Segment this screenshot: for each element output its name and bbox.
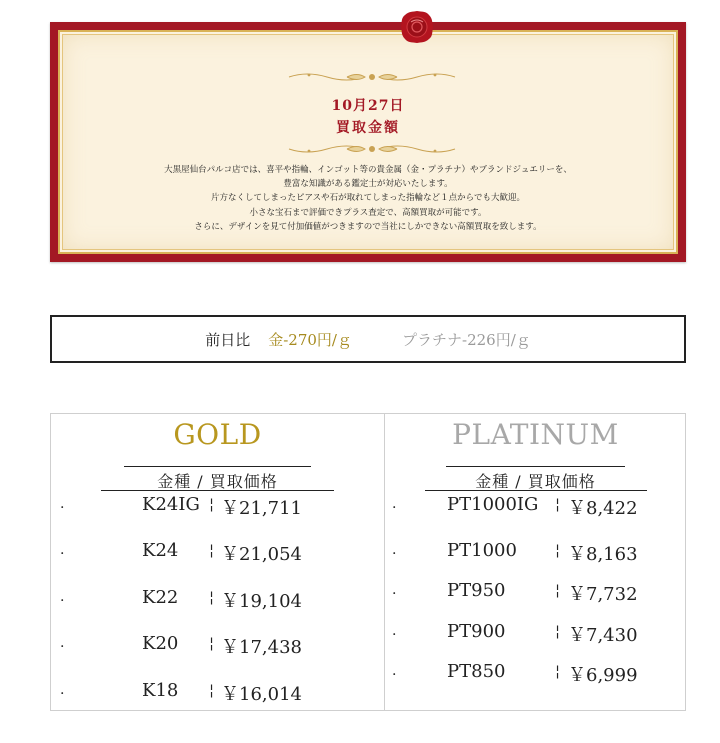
banner-line: さらに、デザインを見て付加価値がつきますので当社にしかできない高額買取を致します。 — [194, 221, 542, 232]
buy-price: ￥21,711 — [221, 498, 302, 519]
day-over-day-change — [50, 315, 686, 363]
row-bullet: . — [392, 582, 397, 598]
banner-paper — [58, 30, 678, 254]
table-row — [385, 580, 686, 604]
gold-column — [51, 414, 384, 710]
banner-date: 10月27日 — [331, 98, 405, 114]
platinum-title: PLATINUM — [452, 418, 619, 451]
row-separator: ¦ — [209, 541, 215, 559]
table-row — [385, 540, 686, 564]
row-bullet: . — [60, 589, 65, 605]
platinum-header: 金種 / 買取価格 — [446, 466, 625, 492]
metal-type: K20 — [142, 633, 179, 654]
row-separator: ¦ — [209, 681, 215, 699]
metal-type: PT850 — [447, 661, 506, 682]
platinum-column — [384, 414, 686, 710]
metal-type: PT950 — [447, 580, 506, 601]
row-bullet: . — [392, 542, 397, 558]
gold-title: GOLD — [173, 418, 262, 451]
row-bullet: . — [60, 496, 65, 512]
row-separator: ¦ — [555, 581, 561, 599]
buy-price: ￥17,438 — [221, 637, 302, 658]
row-bullet: . — [60, 682, 65, 698]
row-bullet: . — [60, 635, 65, 651]
banner-line: 大黒屋仙台パルコ店では、喜平や指輪、インゴット等の貴金属（金・プラチナ）やブランドジュエリーを、 — [164, 165, 572, 175]
buy-price: ￥21,054 — [221, 544, 302, 565]
row-bullet: . — [392, 496, 397, 512]
table-row — [51, 680, 384, 704]
buy-price: ￥8,163 — [568, 544, 638, 565]
table-row — [385, 494, 686, 518]
metal-type: PT1000IG — [447, 494, 539, 515]
banner-line: 豊富な知識がある鑑定士が対応いたします。 — [283, 179, 453, 190]
gold-diff: 金-270円/ｇ — [268, 330, 352, 349]
buy-price: ￥19,104 — [221, 591, 302, 612]
metal-type: K24IG — [142, 494, 200, 515]
price-table — [50, 413, 686, 711]
row-separator: ¦ — [555, 495, 561, 513]
buy-price: ￥16,014 — [221, 684, 302, 705]
buy-price: ￥7,732 — [568, 584, 638, 605]
row-separator: ¦ — [209, 495, 215, 513]
flourish-ornament-icon — [287, 70, 457, 84]
row-separator: ¦ — [555, 541, 561, 559]
price-banner — [50, 22, 686, 262]
table-row — [51, 587, 384, 611]
buy-price: ￥7,430 — [568, 625, 638, 646]
header-rule — [425, 490, 647, 491]
row-bullet: . — [60, 542, 65, 558]
table-row — [51, 494, 384, 518]
row-separator: ¦ — [555, 662, 561, 680]
row-separator: ¦ — [209, 588, 215, 606]
row-bullet: . — [392, 663, 397, 679]
table-row — [385, 621, 686, 645]
banner-title: 買取金額 — [336, 120, 400, 136]
banner-line: 小さな宝石まで評価できプラス査定で、高額買取が可能です。 — [249, 207, 487, 218]
metal-type: K22 — [142, 587, 179, 608]
header-rule — [101, 490, 334, 491]
buy-price: ￥8,422 — [568, 498, 638, 519]
table-row — [51, 633, 384, 657]
metal-type: PT1000 — [447, 540, 517, 561]
banner-line: 片方なくしてしまったピアスや石が取れてしまった指輪など１点からでも大歓迎。 — [210, 193, 526, 204]
row-separator: ¦ — [209, 634, 215, 652]
banner-description — [60, 163, 676, 234]
row-bullet: . — [392, 623, 397, 639]
metal-type: K24 — [142, 540, 179, 561]
table-row — [51, 540, 384, 564]
flourish-ornament-icon — [287, 142, 457, 156]
wax-seal-icon — [400, 10, 434, 44]
platinum-diff: プラチナ-226円/ｇ — [402, 330, 531, 349]
row-separator: ¦ — [555, 622, 561, 640]
gold-header: 金種 / 買取価格 — [124, 466, 311, 492]
metal-type: K18 — [142, 680, 179, 701]
buy-price: ￥6,999 — [568, 665, 638, 686]
metal-type: PT900 — [447, 621, 506, 642]
table-row — [385, 661, 686, 685]
diff-label: 前日比 — [205, 330, 251, 349]
